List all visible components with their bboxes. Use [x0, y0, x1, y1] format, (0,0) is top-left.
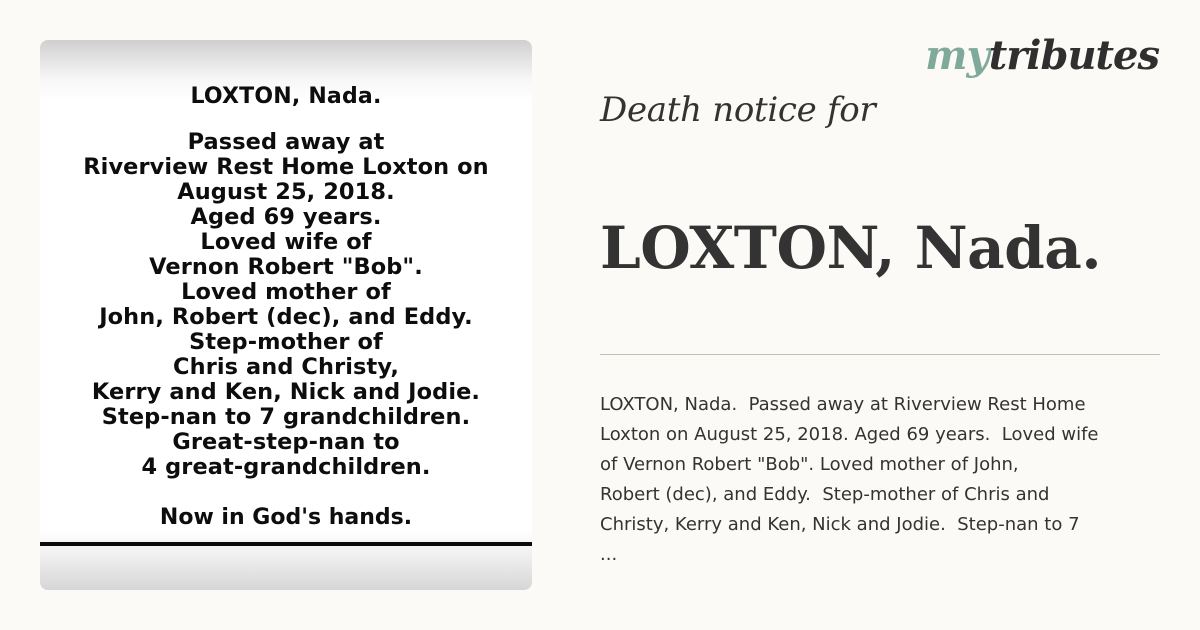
notice-line: Passed away at: [187, 130, 385, 155]
notice-divider-bar: [40, 542, 532, 546]
death-notice-image: [40, 40, 532, 590]
notice-lines: [40, 130, 532, 480]
divider: [600, 354, 1160, 355]
notice-line: Step-nan to 7 grandchildren.: [101, 405, 471, 430]
notice-line: Riverview Rest Home Loxton on: [83, 155, 489, 180]
mytributes-logo[interactable]: [925, 32, 1159, 79]
notice-line: Vernon Robert "Bob".: [149, 255, 423, 280]
notice-line: Kerry and Ken, Nick and Jodie.: [91, 380, 481, 405]
notice-line: August 25, 2018.: [177, 180, 395, 205]
page-kicker: Death notice for: [600, 90, 876, 130]
notice-line: Great-step-nan to: [172, 430, 400, 455]
notice-text-block: [40, 84, 532, 531]
notice-closing: Now in God's hands.: [159, 505, 413, 530]
page-title: LOXTON, Nada.: [600, 214, 1102, 282]
notice-heading: LOXTON, Nada.: [190, 84, 382, 109]
notice-line: John, Robert (dec), and Eddy.: [99, 305, 473, 330]
notice-line: Loved wife of: [200, 230, 372, 255]
notice-line: Step-mother of: [189, 330, 383, 355]
notice-line: Chris and Christy,: [173, 355, 399, 380]
notice-line: 4 great-grandchildren.: [141, 455, 431, 480]
notice-excerpt: LOXTON, Nada. Passed away at Riverview Rest Home Loxton on August 25, 2018. Aged 69 years. Loved wife of Vernon Robert "Bob". Loved mother of John, Robert (dec), and Eddy. Step-mother of Chris and Christy, Kerry and Ken, Nick and Jodie. Step-nan to 7 ...: [600, 394, 1099, 565]
logo-part-tributes: tributes: [988, 32, 1159, 79]
notice-line: Loved mother of: [181, 280, 391, 305]
logo-part-my: my: [925, 32, 989, 79]
notice-line: Aged 69 years.: [190, 205, 382, 230]
